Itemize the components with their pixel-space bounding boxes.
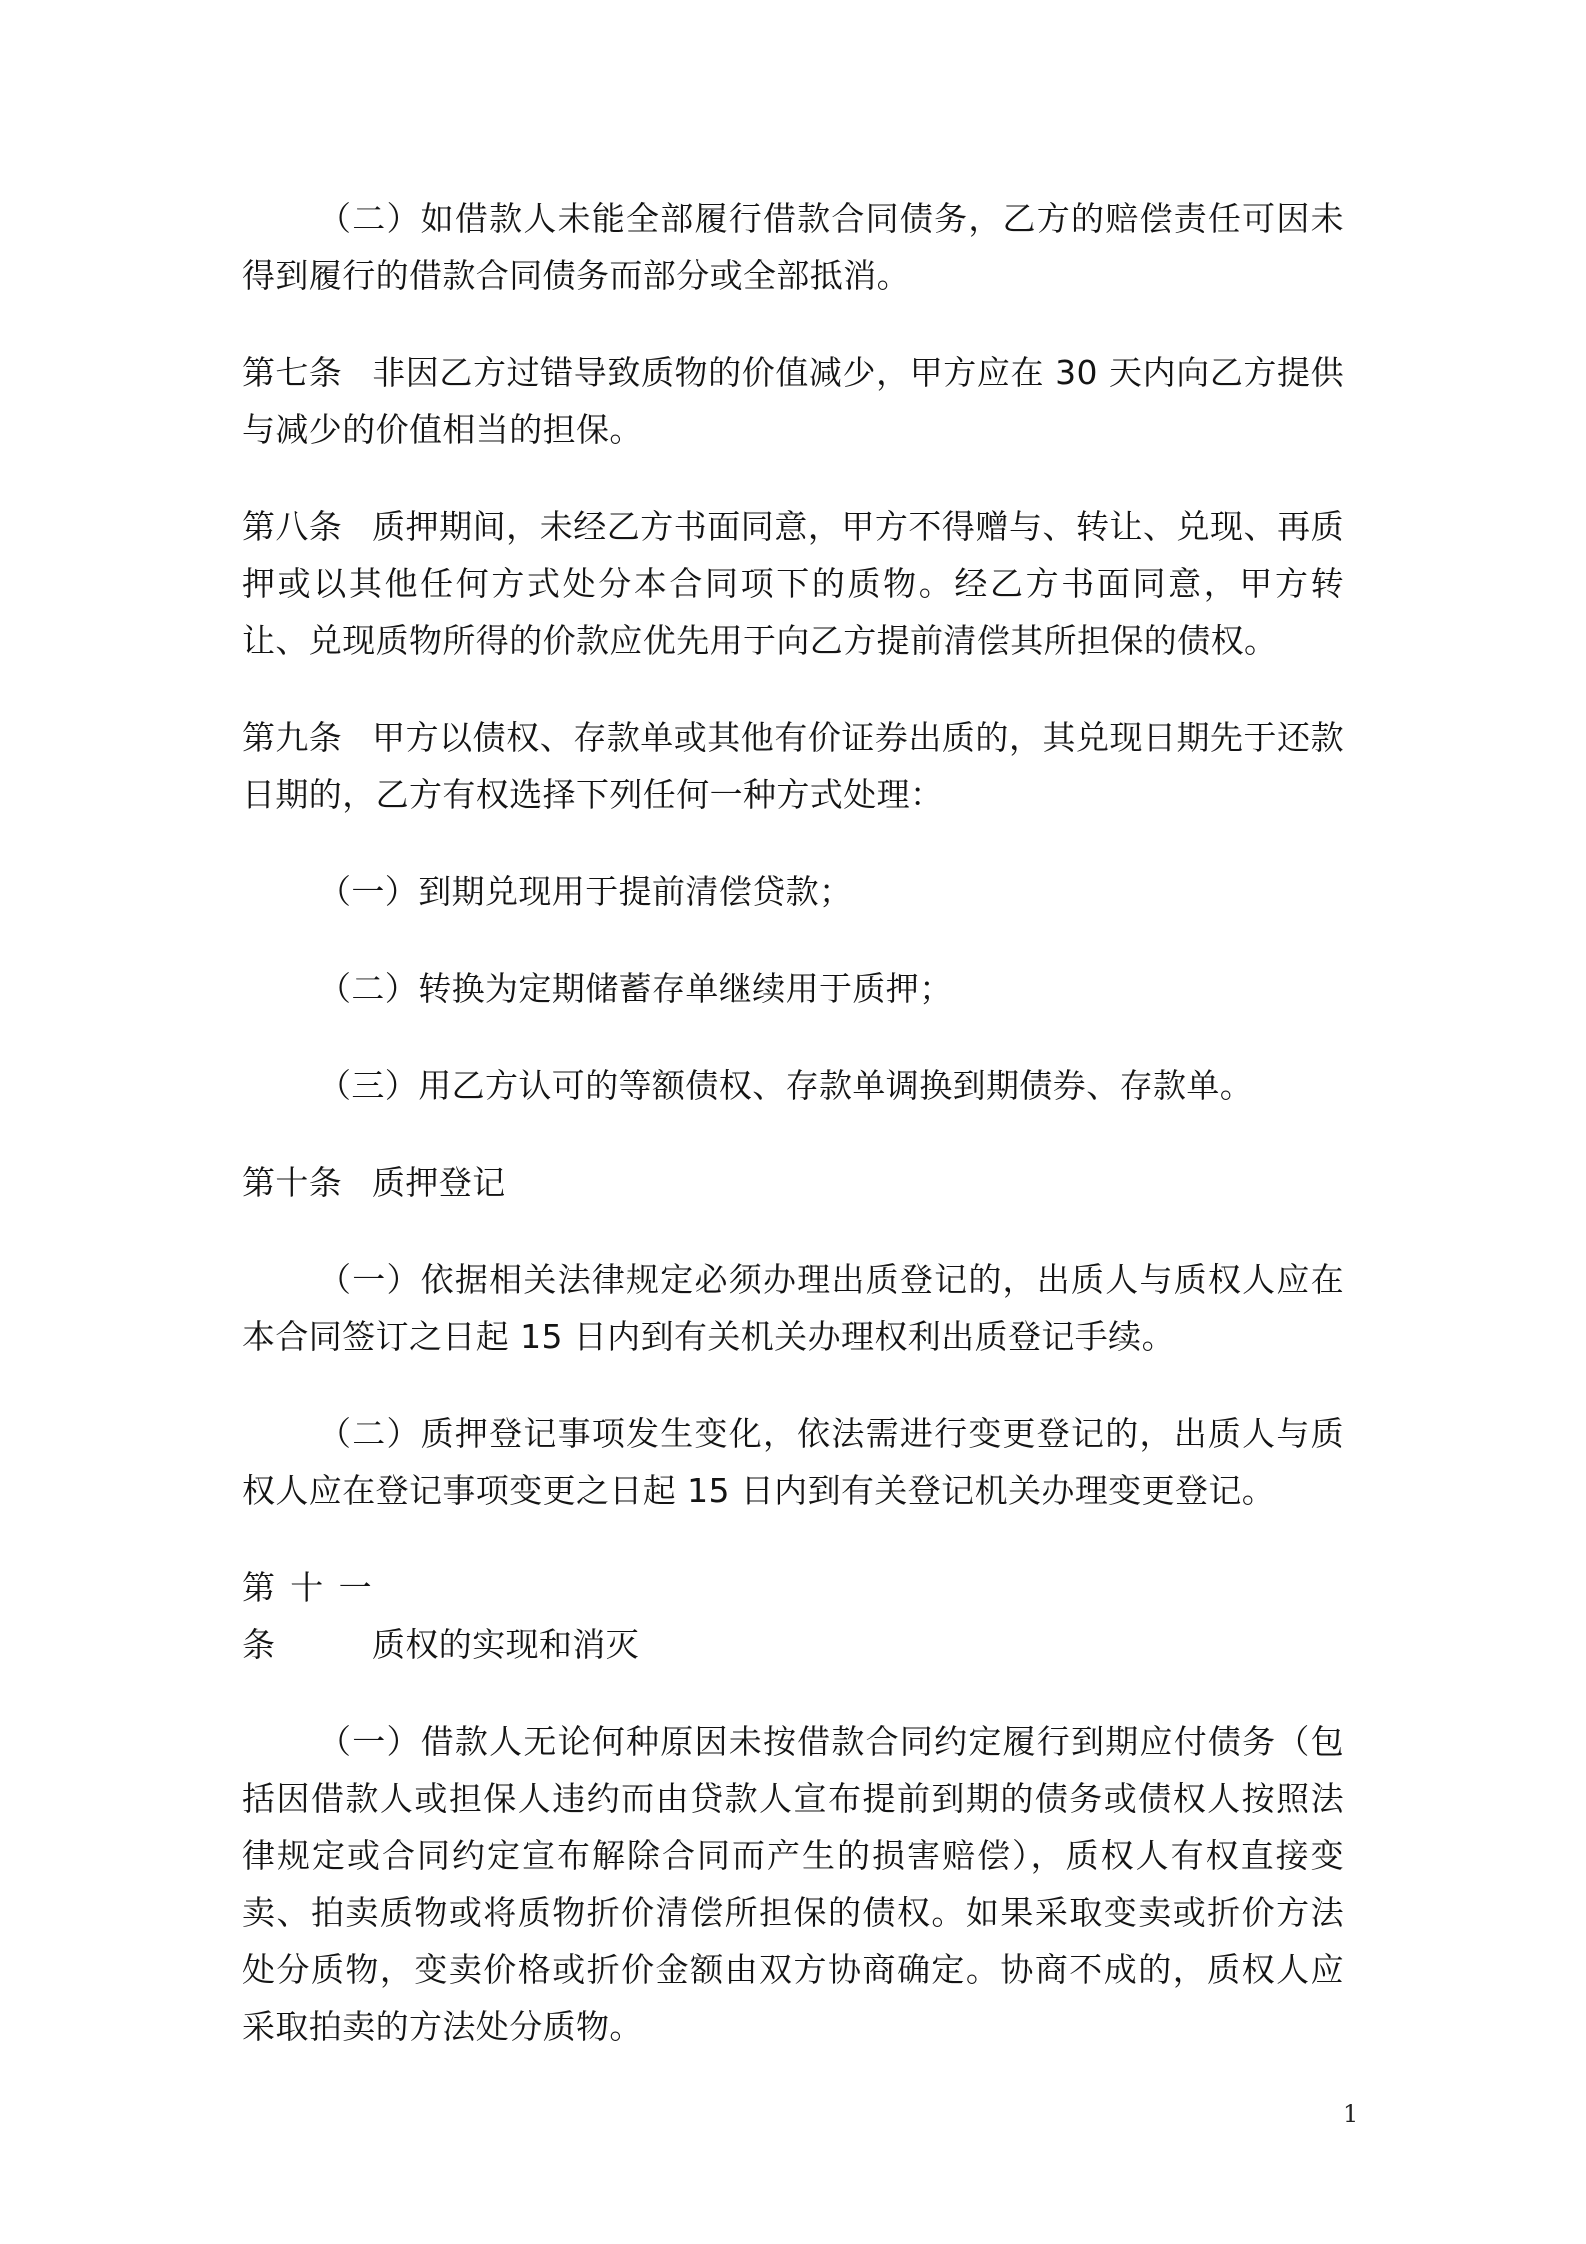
- paragraph-text: （一）到期兑现用于提前清偿贷款；: [318, 872, 853, 911]
- paragraph-text: 甲方以债权、存款单或其他有价证券出质的，其兑现日期先于还款日期的，乙方有权选择下列任何一种方式处理：: [242, 718, 1344, 814]
- paragraph-text: （二）质押登记事项发生变化，依法需进行变更登记的，出质人与质权人应在登记事项变更之日起 15 日内到有关登记机关办理变更登记。: [242, 1414, 1344, 1510]
- article-number: 第十条: [242, 1163, 343, 1202]
- document-body: [242, 190, 1344, 2095]
- clause-paragraph: [242, 1251, 1344, 1365]
- paragraph-text: （二）如借款人未能全部履行借款合同债务，乙方的赔偿责任可因未得到履行的借款合同债务而部分或全部抵消。: [242, 199, 1344, 295]
- paragraph-text: （三）用乙方认可的等额债权、存款单调换到期债券、存款单。: [318, 1066, 1254, 1105]
- paragraph-text: （一）依据相关法律规定必须办理出质登记的，出质人与质权人应在本合同签订之日起 15 日内到有关机关办理权利出质登记手续。: [242, 1260, 1344, 1356]
- article-paragraph: [242, 498, 1344, 669]
- clause-paragraph: [242, 863, 1344, 920]
- paragraph-text: （二）转换为定期储蓄存单继续用于质押；: [318, 969, 953, 1008]
- paragraph-text: （一）借款人无论何种原因未按借款合同约定履行到期应付债务（包括因借款人或担保人违约而由贷款人宣布提前到期的债务或债权人按照法律规定或合同约定宣布解除合同而产生的损害赔偿），质权人有权直接变卖、拍卖质物或将质物折价清偿所担保的债权。如果采取变卖或折价方法处分质物，变卖价格或折价金额由双方协商确定。协商不成的，质权人应采取拍卖的方法处分质物。: [242, 1722, 1344, 2046]
- clause-paragraph: [242, 1713, 1344, 2055]
- clause-paragraph: [242, 1057, 1344, 1114]
- article-number: 第十一条: [242, 1568, 372, 1664]
- clause-paragraph: [242, 1405, 1344, 1519]
- paragraph-text: 非因乙方过错导致质物的价值减少，甲方应在 30 天内向乙方提供与减少的价值相当的担保。: [242, 353, 1344, 449]
- page-number: 1: [1343, 2100, 1359, 2128]
- article-paragraph: [242, 344, 1344, 458]
- article-paragraph: [242, 709, 1344, 823]
- article-paragraph: [242, 1154, 1344, 1211]
- paragraph-text: 质权的实现和消灭: [372, 1625, 640, 1664]
- article-number: 第九条: [242, 718, 343, 757]
- clause-paragraph: [242, 190, 1344, 304]
- paragraph-text: 质押期间，未经乙方书面同意，甲方不得赠与、转让、兑现、再质押或以其他任何方式处分本合同项下的质物。经乙方书面同意，甲方转让、兑现质物所得的价款应优先用于向乙方提前清偿其所担保的债权。: [242, 507, 1344, 660]
- paragraph-text: 质押登记: [372, 1163, 506, 1202]
- article-number: 第七条: [242, 353, 343, 392]
- article-number: 第八条: [242, 507, 343, 546]
- article-paragraph: [242, 1559, 1344, 1673]
- clause-paragraph: [242, 960, 1344, 1017]
